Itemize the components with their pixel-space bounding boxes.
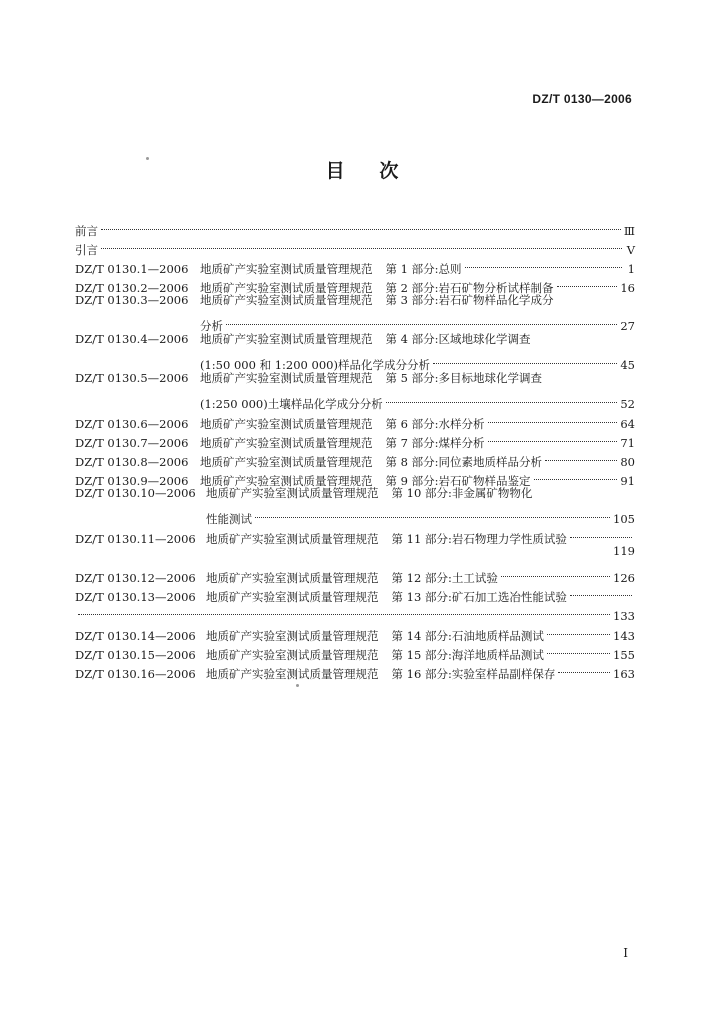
standard-code: DZ/T 0130.7—2006 <box>75 436 189 450</box>
standard-code: DZ/T 0130.10—2006 <box>75 486 196 500</box>
toc-heading-char-2: 次 <box>379 160 399 182</box>
part-title-continuation: 分析 <box>200 319 223 333</box>
part-title: 第 1 部分:总则 <box>385 262 462 276</box>
toc-entry-continuation[interactable] <box>75 503 635 526</box>
toc-page-number: 45 <box>620 358 635 372</box>
toc-page-number: 133 <box>613 609 635 623</box>
part-title: 第 10 部分:非金属矿物物化 <box>391 486 533 500</box>
standard-title: 地质矿产实验室测试质量管理规范 <box>200 262 373 276</box>
part-title: 第 15 部分:海洋地质样品测试 <box>391 648 544 662</box>
part-title: 第 7 部分:煤样分析 <box>385 436 485 450</box>
standard-code: DZ/T 0130.16—2006 <box>75 667 196 681</box>
toc-entry-continuation[interactable] <box>75 349 635 372</box>
part-title: 第 3 部分:岩石矿物样品化学成分 <box>385 293 554 307</box>
dot-leader <box>570 518 632 538</box>
toc-page-number: 143 <box>613 629 635 643</box>
dot-leader <box>488 403 618 423</box>
page-folio: Ⅰ <box>623 946 628 960</box>
dot-leader <box>570 576 632 596</box>
standard-code: DZ/T 0130.9—2006 <box>75 474 189 488</box>
standard-code: DZ/T 0130.3—2006 <box>75 293 189 307</box>
dot-leader <box>557 267 618 287</box>
part-title: 第 14 部分:石油地质样品测试 <box>391 629 544 643</box>
standard-code: DZ/T 0130.8—2006 <box>75 455 189 469</box>
standard-title: 地质矿产实验室测试质量管理规范 <box>206 571 379 585</box>
scan-speck <box>296 684 299 687</box>
dot-leader <box>547 615 610 635</box>
standard-title: 地质矿产实验室测试质量管理规范 <box>200 474 373 488</box>
toc-page-number: 91 <box>620 474 635 488</box>
toc-page-number: 1 <box>627 262 635 276</box>
standard-title: 地质矿产实验室测试质量管理规范 <box>206 648 379 662</box>
dot-leader <box>101 210 621 230</box>
dot-leader <box>101 229 622 249</box>
part-title: 第 13 部分:矿石加工选冶性能试验 <box>391 590 567 604</box>
standard-title: 地质矿产实验室测试质量管理规范 <box>206 667 379 681</box>
toc-entry[interactable] <box>75 253 635 276</box>
standard-title: 地质矿产实验室测试质量管理规范 <box>206 486 379 500</box>
toc-heading <box>0 156 724 183</box>
toc-page-number: 80 <box>620 455 635 469</box>
dot-leader <box>488 422 618 442</box>
toc-page-number: 16 <box>620 281 635 295</box>
standard-title: 地质矿产实验室测试质量管理规范 <box>200 293 373 307</box>
toc-page-number: Ⅴ <box>626 243 635 257</box>
standard-title: 地质矿产实验室测试质量管理规范 <box>200 436 373 450</box>
dot-leader <box>534 460 618 480</box>
standard-title: 地质矿产实验室测试质量管理规范 <box>200 417 373 431</box>
standard-code: DZ/T 0130.15—2006 <box>75 648 196 662</box>
standard-code: DZ/T 0130.1—2006 <box>75 262 189 276</box>
part-title: 第 6 部分:水样分析 <box>385 417 485 431</box>
toc-page-number: 119 <box>613 544 635 558</box>
part-title: 第 8 部分:同位素地质样品分析 <box>385 455 543 469</box>
part-title: 第 16 部分:实验室样品副样保存 <box>391 667 556 681</box>
toc-page-number: 155 <box>613 648 635 662</box>
part-title: 第 11 部分:岩石物理力学性质试验 <box>391 532 567 546</box>
dot-leader <box>465 248 622 268</box>
part-title: 第 12 部分:土工试验 <box>391 571 498 585</box>
toc-page-number: 52 <box>620 397 635 411</box>
standard-code: DZ/T 0130.11—2006 <box>75 532 196 546</box>
dot-leader <box>433 344 617 364</box>
toc-heading-char-1: 目 <box>325 160 345 182</box>
dot-leader <box>255 498 610 518</box>
standard-code: DZ/T 0130.13—2006 <box>75 590 196 604</box>
toc-entry-label: 引言 <box>75 243 98 257</box>
standard-code: DZ/T 0130.4—2006 <box>75 332 189 346</box>
dot-leader <box>545 441 617 461</box>
dot-leader <box>226 305 617 325</box>
toc-entry-continuation[interactable] <box>75 310 635 333</box>
standard-title: 地质矿产实验室测试质量管理规范 <box>200 371 373 385</box>
toc-entry[interactable] <box>75 562 635 585</box>
toc-page-number: 163 <box>613 667 635 681</box>
dot-leader <box>547 634 610 654</box>
standard-code: DZ/T 0130.12—2006 <box>75 571 196 585</box>
standard-title: 地质矿产实验室测试质量管理规范 <box>206 629 379 643</box>
dot-leader <box>558 653 610 673</box>
part-title-continuation: (1:50 000 和 1:200 000)样品化学成分分析 <box>200 358 430 372</box>
standard-title: 地质矿产实验室测试质量管理规范 <box>200 332 373 346</box>
standard-title: 地质矿产实验室测试质量管理规范 <box>206 590 379 604</box>
toc-page-number: 71 <box>620 436 635 450</box>
standard-title: 地质矿产实验室测试质量管理规范 <box>200 455 373 469</box>
document-code: DZ/T 0130—2006 <box>532 92 632 106</box>
toc-page-number: 126 <box>613 571 635 585</box>
part-title: 第 9 部分:岩石矿物样品鉴定 <box>385 474 531 488</box>
scan-speck <box>146 157 149 160</box>
toc-entry-label: 前言 <box>75 224 98 238</box>
part-title-continuation: 性能测试 <box>206 512 252 526</box>
dot-leader <box>501 557 610 577</box>
part-title: 第 2 部分:岩石矿物分析试样制备 <box>385 281 554 295</box>
part-title-continuation: (1:250 000)土壤样品化学成分分析 <box>200 397 383 411</box>
toc-page-number: Ⅲ <box>623 224 635 238</box>
toc-page-number: 105 <box>613 512 635 526</box>
part-title: 第 4 部分:区域地球化学调查 <box>385 332 531 346</box>
standard-code: DZ/T 0130.6—2006 <box>75 417 189 431</box>
standard-code: DZ/T 0130.2—2006 <box>75 281 189 295</box>
standard-code: DZ/T 0130.14—2006 <box>75 629 196 643</box>
table-of-contents <box>75 215 635 681</box>
standard-title: 地质矿产实验室测试质量管理规范 <box>200 281 373 295</box>
toc-entry[interactable] <box>75 523 635 546</box>
toc-page-number: 64 <box>620 417 635 431</box>
part-title: 第 5 部分:多目标地球化学调查 <box>385 371 543 385</box>
standard-code: DZ/T 0130.5—2006 <box>75 371 189 385</box>
dot-leader <box>386 383 618 403</box>
dot-leader <box>78 595 610 615</box>
toc-page-number: 27 <box>620 319 635 333</box>
standard-title: 地质矿产实验室测试质量管理规范 <box>206 532 379 546</box>
